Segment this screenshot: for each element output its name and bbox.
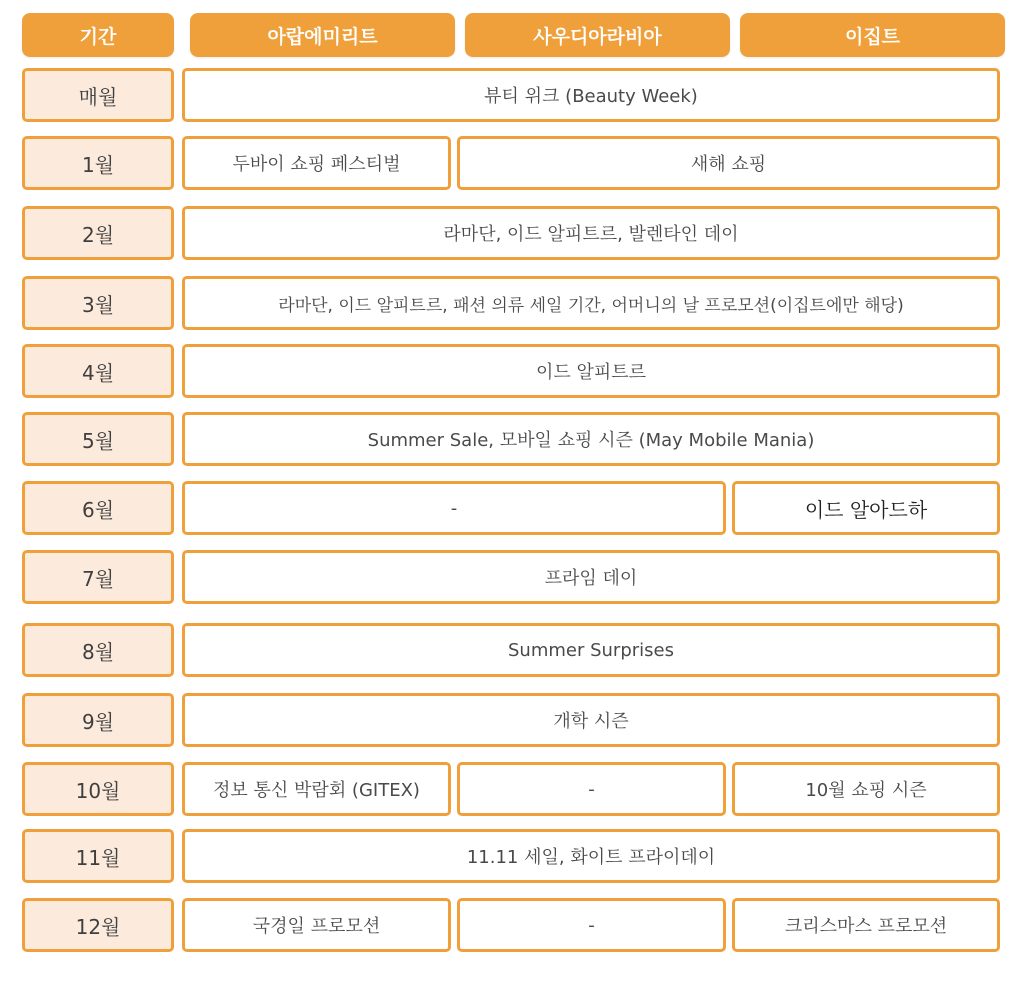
event-cell: - xyxy=(182,481,726,535)
event-cell: 라마단, 이드 알피트르, 발렌타인 데이 xyxy=(182,206,1000,260)
event-cell: 크리스마스 프로모션 xyxy=(732,898,1000,952)
event-cell: 10월 쇼핑 시즌 xyxy=(732,762,1000,816)
row-label: 3월 xyxy=(22,276,174,330)
event-cell: 새해 쇼핑 xyxy=(457,136,1000,190)
event-cell: 뷰티 위크 (Beauty Week) xyxy=(182,68,1000,122)
header-saudi: 사우디아라비아 xyxy=(465,13,730,57)
row-label: 5월 xyxy=(22,412,174,466)
row-label: 12월 xyxy=(22,898,174,952)
event-cell: 정보 통신 박람회 (GITEX) xyxy=(182,762,451,816)
row-label: 11월 xyxy=(22,829,174,883)
row-label: 4월 xyxy=(22,344,174,398)
event-cell: 이드 알피트르 xyxy=(182,344,1000,398)
event-cell: 두바이 쇼핑 페스티벌 xyxy=(182,136,451,190)
event-cell: 라마단, 이드 알피트르, 패션 의류 세일 기간, 어머니의 날 프로모션(이집트에만 해당) xyxy=(182,276,1000,330)
event-cell: 프라임 데이 xyxy=(182,550,1000,604)
header-egypt: 이집트 xyxy=(740,13,1005,57)
event-cell: 국경일 프로모션 xyxy=(182,898,451,952)
event-cell: 11.11 세일, 화이트 프라이데이 xyxy=(182,829,1000,883)
row-label: 8월 xyxy=(22,623,174,677)
event-cell: 이드 알아드하 xyxy=(732,481,1000,535)
row-label: 1월 xyxy=(22,136,174,190)
event-cell: - xyxy=(457,762,726,816)
row-label: 6월 xyxy=(22,481,174,535)
row-label: 7월 xyxy=(22,550,174,604)
event-cell: Summer Surprises xyxy=(182,623,1000,677)
row-label: 2월 xyxy=(22,206,174,260)
row-label: 9월 xyxy=(22,693,174,747)
event-cell: 개학 시즌 xyxy=(182,693,1000,747)
row-label: 10월 xyxy=(22,762,174,816)
header-period: 기간 xyxy=(22,13,174,57)
header-uae: 아랍에미리트 xyxy=(190,13,455,57)
row-label: 매월 xyxy=(22,68,174,122)
event-cell: Summer Sale, 모바일 쇼핑 시즌 (May Mobile Mania) xyxy=(182,412,1000,466)
event-cell: - xyxy=(457,898,726,952)
